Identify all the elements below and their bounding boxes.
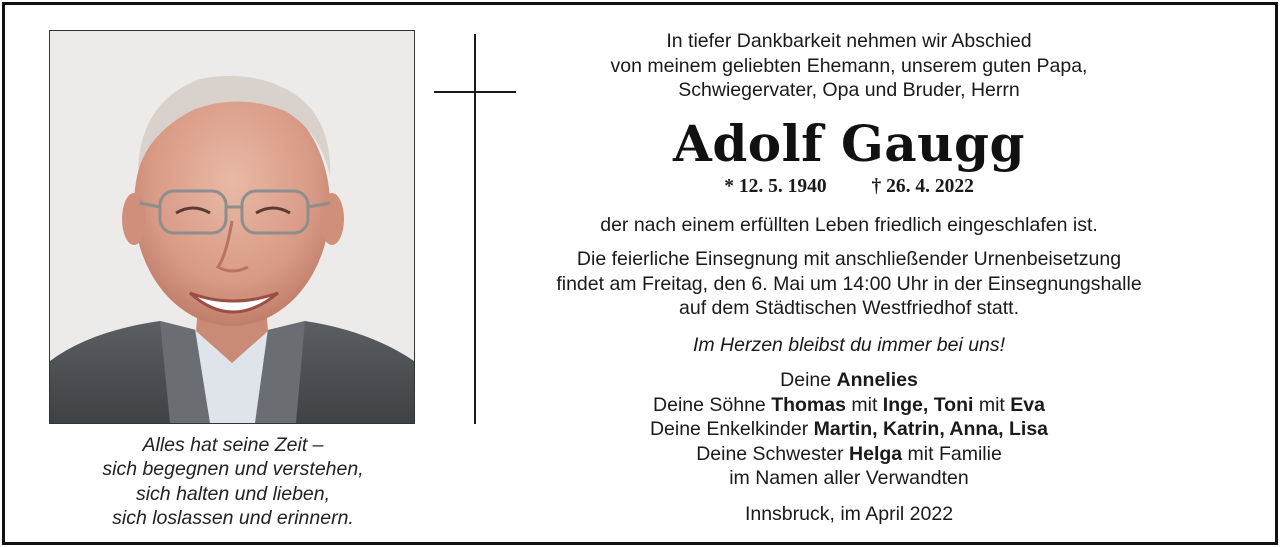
service-line: auf dem Städtischen Westfriedhof statt.: [679, 297, 1019, 319]
passing-text: der nach einem erfüllten Leben friedlich eingeschlafen ist.: [600, 213, 1098, 236]
mourner-names: Thomas: [771, 393, 846, 416]
mourner-prefix: Deine Söhne: [653, 393, 772, 416]
service-line: findet am Freitag, den 6. Mai um 14:00 Uhr in der Einsegnungshalle: [556, 272, 1142, 295]
mourner-names: Eva: [1010, 393, 1045, 416]
portrait-photo: [49, 30, 415, 424]
poem-line: Alles hat seine Zeit –: [142, 434, 324, 456]
intro-line: In tiefer Dankbarkeit nehmen wir Abschied: [666, 30, 1032, 52]
place-date: Innsbruck, im April 2022: [744, 502, 954, 525]
poem-line: sich halten und lieben,: [135, 482, 331, 505]
mourner-grandchildren: [515, 417, 1183, 442]
cross-icon-bar: [434, 91, 516, 93]
portrait-illustration: [50, 31, 414, 423]
heart-line: Im Herzen bleibst du immer bei uns!: [692, 333, 1006, 356]
mourner-names: Helga: [849, 442, 903, 465]
mourner-prefix: Deine Schwester: [696, 442, 850, 465]
service-line: Die feierliche Einsegnung mit anschließender Urnenbeisetzung: [576, 248, 1122, 270]
intro-line: Schwiegervater, Opa und Bruder, Herrn: [678, 79, 1020, 101]
mourner-sons: [515, 393, 1183, 418]
mourner-wife: [515, 368, 1183, 393]
mourners-list: [515, 368, 1183, 491]
mourner-names: Annelies: [836, 369, 918, 391]
mourner-prefix: Deine: [780, 369, 837, 391]
poem-line: sich begegnen und verstehen,: [102, 458, 364, 481]
mourner-names: Martin, Katrin, Anna, Lisa: [813, 418, 1049, 440]
poem: [45, 433, 421, 530]
death-date: † 26. 4. 2022: [871, 175, 974, 197]
birth-date: * 12. 5. 1940: [724, 175, 827, 197]
poem-line: sich loslassen und erinnern.: [112, 506, 354, 529]
service-info: [515, 247, 1183, 321]
obituary-frame: [2, 2, 1278, 545]
life-dates: [515, 175, 1183, 199]
obituary-text: [515, 29, 1183, 526]
mourner-connector: mit: [973, 393, 1011, 416]
mourner-suffix: mit Familie: [902, 442, 1002, 465]
mourner-prefix: Deine Enkelkinder: [649, 418, 814, 440]
mourner-connector: mit: [845, 393, 883, 416]
intro: [515, 29, 1183, 103]
mourner-names: Inge, Toni: [882, 393, 974, 416]
deceased-name: Adolf Gaugg: [673, 113, 1025, 173]
mourner-relatives: im Namen aller Verwandten: [729, 467, 969, 489]
mourner-sister: [515, 442, 1183, 467]
intro-line: von meinem geliebten Ehemann, unserem guten Papa,: [610, 54, 1088, 77]
